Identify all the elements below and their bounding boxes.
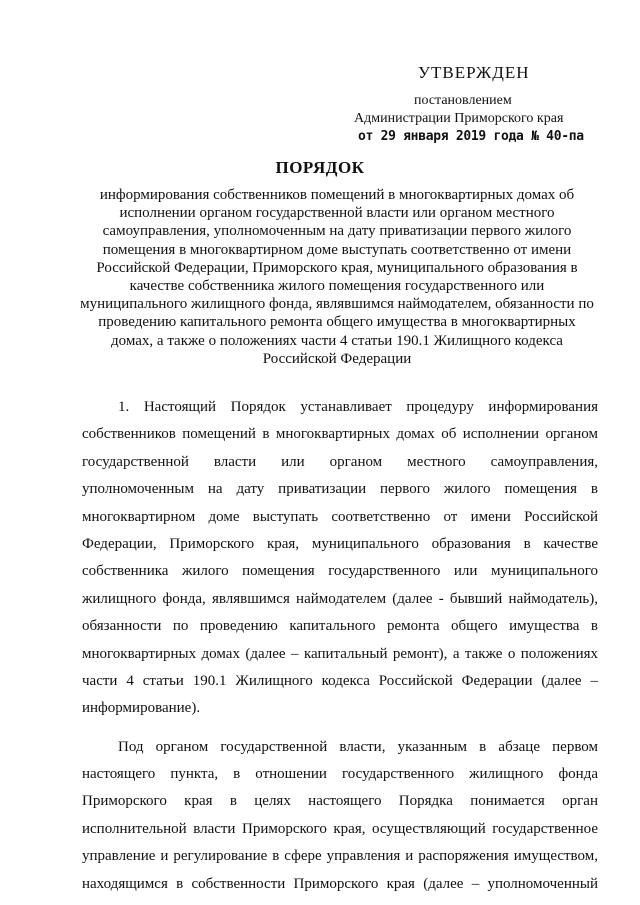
body-line: управление и регулирование в сфере управления и распоряжения имуществом, [82,848,598,865]
subtitle-line: качестве собственника жилого помещения государственного или [129,278,545,295]
subtitle-line: домах, а также о положениях части 4 статьи 190.1 Жилищного кодекса [111,332,563,349]
subtitle-line: муниципального жилищного фонда, являвшимся наймодателем, обязанности по [80,296,594,313]
body-line: исполнительной власти Приморского края, осуществляющий государственное [82,820,598,837]
subtitle-line: Российской Федерации, Приморского края, муниципального образования в [96,259,578,276]
body-line: уполномоченным на дату приватизации первого жилого помещения в [82,481,598,498]
approval-heading: УТВЕРЖДЕН [418,63,530,82]
approval-authority: Администрации Приморского края [354,111,564,126]
approval-resolution-label: постановлением [414,93,512,108]
body-line: собственника жилого помещения государственного или муниципального [82,563,598,580]
subtitle-line: информирования собственников помещений в многоквартирных домах об [99,187,575,203]
paragraph-gap [82,723,598,734]
body-line: собственников помещений в многоквартирных домах об исполнении органом [82,426,598,443]
document-subtitle [72,186,602,368]
subtitle-line: самоуправления, уполномоченным на дату приватизации первого жилого [102,223,572,240]
subtitle-line: исполнении органом государственной власти или органом местного [119,205,555,222]
body-line: информирование). [82,700,201,717]
body-line: обязанности по проведению капитального ремонта общего имущества в [82,618,598,635]
document-title: ПОРЯДОК [275,158,365,177]
body-line: многоквартирном доме выступать соответственно от имени Российской [82,508,598,525]
body-line: настоящего пункта, в отношении государственного жилищного фонда [82,766,598,783]
body-line: государственной власти или органом местного самоуправления, [82,453,598,470]
body-line: Под органом государственной власти, указанным в абзаце первом [118,738,598,755]
body-line: жилищного фонда, являвшимся наймодателем (далее - бывший наймодатель), [82,590,598,607]
subtitle-line: помещения в многоквартирном доме выступать соответственно от имени [102,241,572,258]
approval-block [352,62,592,146]
subtitle-line: Российской Федерации [262,350,412,367]
body-line: находящимся в собственности Приморского края (далее – уполномоченный [82,875,598,892]
document-body [82,394,598,898]
body-line: многоквартирных домах (далее – капитальный ремонт), а также о положениях [82,645,598,662]
subtitle-line: проведению капитального ремонта общего имущества в многоквартирных [98,314,576,331]
body-line: Приморского края в целях настоящего Порядка понимается орган [82,793,598,810]
body-line: 1. Настоящий Порядок устанавливает процедуру информирования [118,399,598,415]
approval-date-number: от 29 января 2019 года № 40-па [358,129,584,144]
body-line: Федерации, Приморского края, муниципального образования в качестве [82,535,598,552]
body-line: части 4 статьи 190.1 Жилищного кодекса Российской Федерации (далее – [82,672,598,689]
